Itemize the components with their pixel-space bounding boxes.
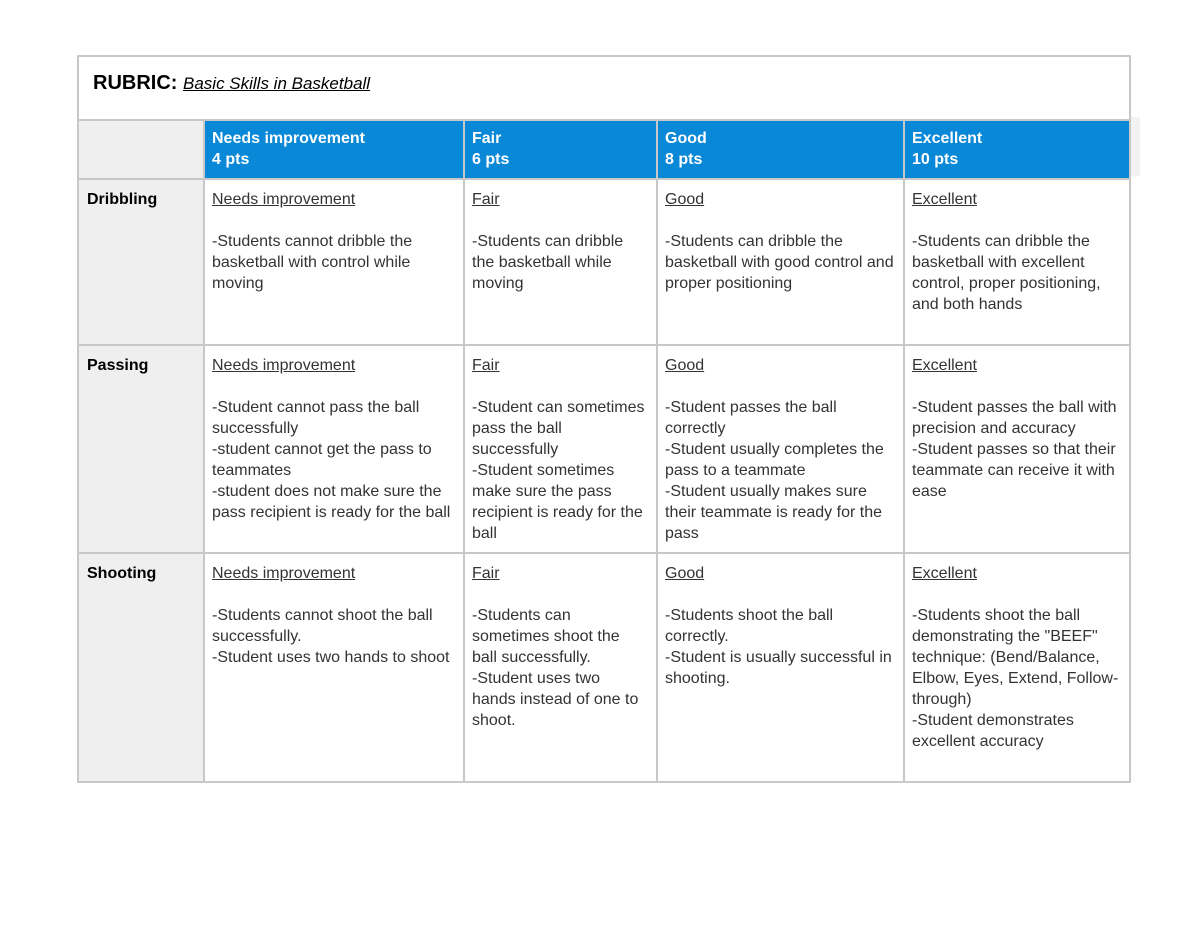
criterion-label: Passing bbox=[78, 345, 204, 553]
cell-description-line: -Student passes the ball with precision and accuracy bbox=[912, 399, 1117, 437]
cell-level-name: Excellent bbox=[912, 357, 977, 374]
cell-description-line: -Student can sometimes pass the ball successfully bbox=[472, 399, 645, 458]
table-row-dribbling bbox=[78, 179, 1130, 345]
cell-description-line: -Student demonstrates excellent accuracy bbox=[912, 712, 1074, 750]
cell-description-line: -student does not make sure the pass recipient is ready for the ball bbox=[212, 483, 451, 521]
criterion-label: Shooting bbox=[78, 553, 204, 782]
rubric-title: Basic Skills in Basketball bbox=[183, 74, 371, 93]
cell-description-line: -Students shoot the ball demonstrating the "BEEF" technique: (Bend/Balance, Elbow, Eyes, Extend, Follow-through) bbox=[912, 607, 1119, 708]
cell-description-line: -Student usually makes sure their teammate is ready for the pass bbox=[665, 483, 882, 542]
header-row bbox=[78, 120, 1130, 179]
rubric-cell bbox=[657, 553, 904, 782]
rubric-label: RUBRIC: bbox=[93, 72, 178, 94]
cell-level-name: Good bbox=[665, 191, 705, 208]
rubric-cell bbox=[204, 179, 464, 345]
cell-description-line: -Student passes so that their teammate can receive it with ease bbox=[912, 441, 1116, 500]
rubric-cell bbox=[904, 345, 1130, 553]
cell-description-line: -Students shoot the ball correctly. bbox=[665, 607, 834, 645]
header-fair bbox=[464, 120, 657, 179]
rubric-cell bbox=[204, 345, 464, 553]
cell-description-line: -Students cannot shoot the ball successfully. bbox=[212, 607, 433, 645]
cell-level-name: Fair bbox=[472, 357, 500, 374]
criterion-label: Dribbling bbox=[78, 179, 204, 345]
rubric-cell bbox=[464, 553, 657, 782]
rubric-cell bbox=[204, 553, 464, 782]
level-points: 4 pts bbox=[212, 151, 250, 168]
cell-level-name: Needs improvement bbox=[212, 357, 356, 374]
rubric-cell bbox=[657, 345, 904, 553]
cell-level-name: Good bbox=[665, 565, 705, 582]
cell-description: -Students can dribble the basketball with good control and proper positioning bbox=[665, 233, 894, 292]
cell-level-name: Good bbox=[665, 357, 705, 374]
level-points: 6 pts bbox=[472, 151, 510, 168]
cell-description: -Students can dribble the basketball while moving bbox=[472, 233, 624, 292]
cell-description-line: -Students can sometimes shoot the ball successfully. bbox=[472, 607, 620, 666]
header-corner-cell bbox=[78, 120, 204, 179]
cell-description: -Students can dribble the basketball with excellent control, proper positioning, and both hands bbox=[912, 233, 1101, 313]
table-row-passing bbox=[78, 345, 1130, 553]
cell-level-name: Fair bbox=[472, 565, 500, 582]
cell-description: -Students cannot dribble the basketball with control while moving bbox=[212, 233, 413, 292]
title-row bbox=[78, 56, 1130, 120]
cell-level-name: Needs improvement bbox=[212, 565, 356, 582]
rubric-cell bbox=[464, 179, 657, 345]
cell-description-line: -Student cannot pass the ball successfully bbox=[212, 399, 420, 437]
cell-description-line: -Student is usually successful in shooting. bbox=[665, 649, 892, 687]
cell-level-name: Excellent bbox=[912, 565, 977, 582]
rubric-cell bbox=[904, 179, 1130, 345]
cell-description-line: -Student sometimes make sure the pass recipient is ready for the ball bbox=[472, 462, 643, 542]
table-row-shooting bbox=[78, 553, 1130, 782]
level-name: Fair bbox=[472, 130, 502, 147]
rubric-cell bbox=[464, 345, 657, 553]
cell-level-name: Needs improvement bbox=[212, 191, 356, 208]
header-good bbox=[657, 120, 904, 179]
level-points: 8 pts bbox=[665, 151, 703, 168]
header-excellent bbox=[904, 120, 1130, 179]
level-name: Good bbox=[665, 130, 707, 147]
cell-description-line: -Student usually completes the pass to a teammate bbox=[665, 441, 884, 479]
header-needs-improvement bbox=[204, 120, 464, 179]
rubric-cell bbox=[904, 553, 1130, 782]
cell-description-line: -Student uses two hands instead of one to shoot. bbox=[472, 670, 639, 729]
cell-description-line: -student cannot get the pass to teammates bbox=[212, 441, 432, 479]
level-points: 10 pts bbox=[912, 151, 959, 168]
cell-description-line: -Student passes the ball correctly bbox=[665, 399, 837, 437]
level-name: Needs improvement bbox=[212, 130, 365, 147]
rubric-cell bbox=[657, 179, 904, 345]
level-name: Excellent bbox=[912, 130, 983, 147]
cell-level-name: Fair bbox=[472, 191, 500, 208]
cell-description-line: -Student uses two hands to shoot bbox=[212, 649, 450, 666]
title-cell bbox=[78, 56, 1130, 120]
rubric-table bbox=[77, 55, 1131, 783]
cell-level-name: Excellent bbox=[912, 191, 977, 208]
